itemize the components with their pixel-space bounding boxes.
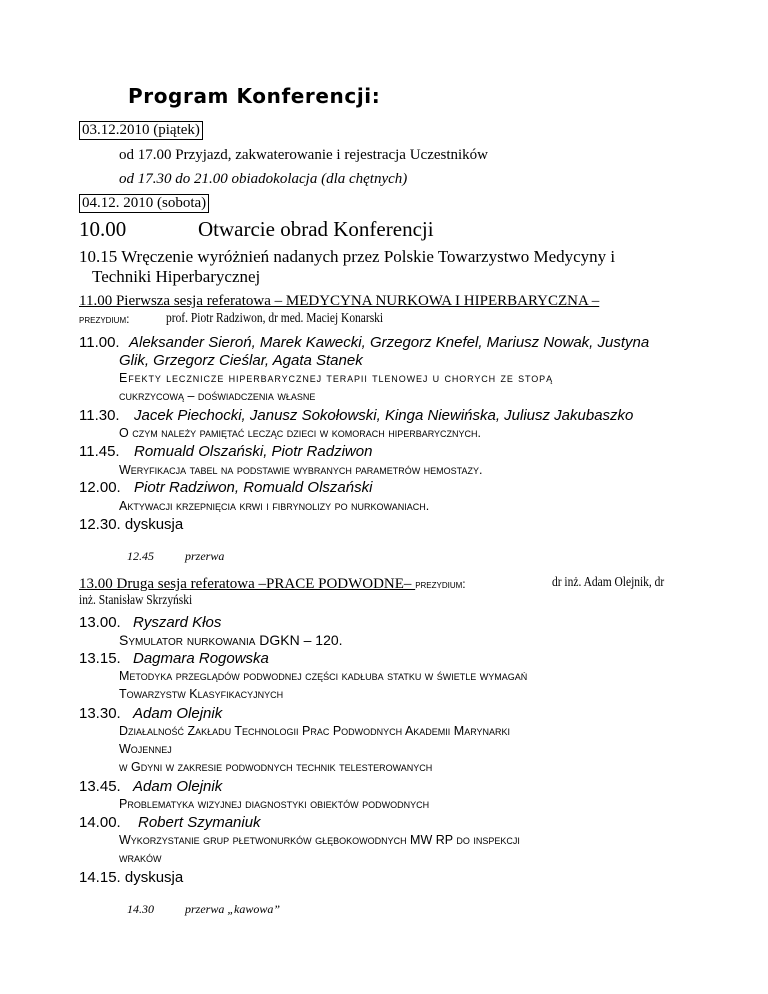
talk-time: 11.45. <box>79 443 120 460</box>
talk-authors: Adam Olejnik <box>133 778 223 795</box>
awards-line-2: Techniki Hiperbarycznej <box>92 267 261 286</box>
talk-title: Towarzystw Klasyfikacyjnych <box>119 687 284 701</box>
talk-authors: Dagmara Rogowska <box>133 650 269 667</box>
talk-title: wraków <box>119 851 162 865</box>
session2-presidium-names: inż. Stanisław Skrzyński <box>79 593 193 608</box>
talk-title: Wojennej <box>119 742 172 756</box>
talk-time: 11.00. <box>79 334 120 351</box>
talk-title: Problematyka wizyjnej diagnostyki obiektów podwodnych <box>119 797 430 811</box>
talk-title: Symulator nurkowania DGKN – 120. <box>119 632 343 648</box>
session2-discussion: 14.15. dyskusja <box>79 869 184 886</box>
talk-title: Weryfikacja tabel na podstawie wybranych parametrów hemostazy. <box>119 463 483 477</box>
talk-title: Efekty lecznicze hiperbarycznej terapii tlenowej u chorych ze stopą <box>119 371 553 385</box>
session1-presidium-names: prof. Piotr Radziwon, dr med. Maciej Konarski <box>166 311 384 326</box>
talk-time: 13.00. <box>79 614 121 631</box>
talk-authors: Glik, Grzegorz Cieślar, Agata Stanek <box>119 352 363 369</box>
talk-title: Metodyka przeglądów podwodnej części kadłuba statku w świetle wymagań <box>119 669 528 683</box>
talk-authors: Ryszard Kłos <box>133 614 222 631</box>
talk-title: O czym należy pamiętać lecząc dzieci w komorach hiperbarycznych. <box>119 426 482 440</box>
session2-presidium-label: prezydium: <box>415 577 466 591</box>
session1-presidium-label: prezydium: <box>79 312 130 326</box>
opening-time: 10.00 <box>79 217 127 241</box>
break2-time: 14.30 <box>127 902 154 916</box>
talk-authors: Piotr Radziwon, Romuald Olszański <box>134 479 373 496</box>
session1-heading: 11.00 Pierwsza sesja referatowa – MEDYCYNA NURKOWA I HIPERBARYCZNA – <box>79 293 600 309</box>
talk-title: Wykorzystanie grup płetwonurków głębokowodnych MW RP do inspekcji <box>119 833 520 847</box>
talk-authors: Robert Szymaniuk <box>138 814 261 831</box>
talk-time: 11.30. <box>79 407 120 424</box>
talk-title: w Gdyni w zakresie podwodnych technik telesterowanych <box>119 760 433 774</box>
talk-time: 12.00. <box>79 479 121 496</box>
break1-time: 12.45 <box>127 549 154 563</box>
page-title: Program Konferencji: <box>128 84 381 108</box>
talk-authors: Romuald Olszański, Piotr Radziwon <box>134 443 373 460</box>
talk-time: 13.30. <box>79 705 121 722</box>
day2-date: 04.12. 2010 (sobota) <box>79 194 209 213</box>
day1-date: 03.12.2010 (piątek) <box>79 121 203 140</box>
day1-dinner: od 17.30 do 21.00 obiadokolacja (dla chętnych) <box>119 171 408 187</box>
talk-authors: Aleksander Sieroń, Marek Kawecki, Grzegorz Knefel, Mariusz Nowak, Justyna <box>129 334 650 351</box>
session2-presidium-names: dr inż. Adam Olejnik, dr <box>552 575 665 590</box>
session2-heading-row <box>79 575 466 593</box>
break1-label: przerwa <box>185 549 225 563</box>
talk-authors: Adam Olejnik <box>133 705 223 722</box>
day1-arrival: od 17.00 Przyjazd, zakwaterowanie i rejestracja Uczestników <box>119 147 489 163</box>
talk-title: Działalność Zakładu Technologii Prac Podwodnych Akademii Marynarki <box>119 724 511 738</box>
talk-title: cukrzycową – doświadczenia własne <box>119 389 316 403</box>
awards-line-1: 10.15 Wręczenie wyróżnień nadanych przez Polskie Towarzystwo Medycyny i <box>79 247 616 266</box>
talk-time: 13.15. <box>79 650 121 667</box>
talk-authors: Jacek Piechocki, Janusz Sokołowski, Kinga Niewińska, Juliusz Jakubaszko <box>134 407 634 424</box>
session2-heading: 13.00 Druga sesja referatowa –PRACE PODWODNE– <box>79 576 416 592</box>
opening-text: Otwarcie obrad Konferencji <box>198 217 434 241</box>
talk-time: 14.00. <box>79 814 121 831</box>
talk-title: Aktywacji krzepnięcia krwi i fibrynolizy po nurkowaniach. <box>119 499 430 513</box>
session1-discussion: 12.30. dyskusja <box>79 516 184 533</box>
break2-label: przerwa „kawowa” <box>185 902 281 916</box>
talk-time: 13.45. <box>79 778 121 795</box>
